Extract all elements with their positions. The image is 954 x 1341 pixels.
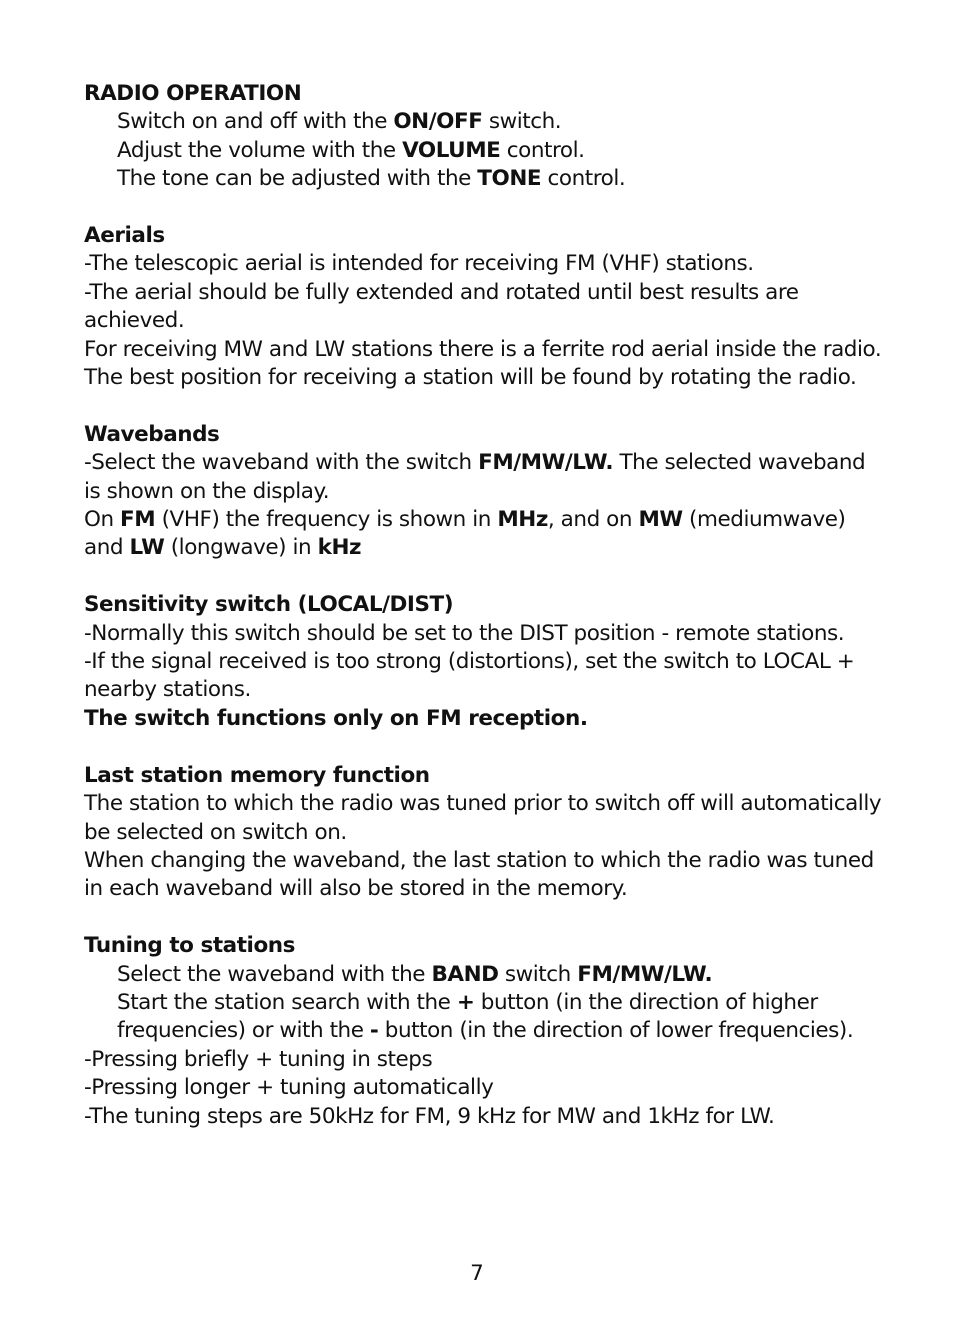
paragraph-line: in each waveband will also be stored in the memory. (84, 876, 628, 902)
bold-term: LW (129, 535, 165, 561)
bold-term: MHz (497, 507, 548, 533)
bold-term: ON/OFF (393, 109, 483, 135)
paragraph-line: -The tuning steps are 50kHz for FM, 9 kHz for MW and 1kHz for LW. (84, 1103, 775, 1129)
paragraph-line: -Select the waveband with the switch FM/MW/LW. The selected waveband (84, 450, 866, 476)
spacer (84, 194, 894, 222)
paragraph-line: -The telescopic aerial is intended for receiving FM (VHF) stations. (84, 251, 754, 277)
section-radio-operation (84, 80, 894, 194)
section-sensitivity-switch (84, 591, 894, 733)
paragraph-line: is shown on the display. (84, 478, 330, 504)
bold-note: The switch functions only on FM reception. (84, 705, 588, 731)
bold-term: BAND (431, 961, 499, 987)
paragraph-line: On FM (VHF) the frequency is shown in MHz, and on MW (mediumwave) (84, 507, 846, 533)
paragraph-line: For receiving MW and LW stations there is a ferrite rod aerial inside the radio. (84, 336, 882, 362)
paragraph-line: Select the waveband with the BAND switch FM/MW/LW. (117, 961, 713, 987)
paragraph-line: nearby stations. (84, 677, 251, 703)
bold-term: TONE (477, 166, 542, 192)
paragraph-line: and LW (longwave) in kHz (84, 535, 362, 561)
paragraph-line: The tone can be adjusted with the TONE control. (117, 166, 626, 192)
bold-term: FM/MW/LW. (478, 450, 614, 476)
paragraph-line: -The aerial should be fully extended and rotated until best results are (84, 279, 799, 305)
paragraph-line: achieved. (84, 308, 185, 334)
section-last-station-memory (84, 762, 894, 904)
document-page (84, 80, 894, 1131)
spacer (84, 392, 894, 420)
section-heading-sensitivity: Sensitivity switch (LOCAL/DIST) (84, 592, 454, 618)
bold-term: - (369, 1018, 379, 1044)
bold-term: FM/MW/LW. (577, 961, 713, 987)
paragraph-line: -If the signal received is too strong (distortions), set the switch to LOCAL + (84, 649, 855, 675)
section-aerials (84, 222, 894, 392)
bold-term: FM (120, 507, 156, 533)
section-heading-memory: Last station memory function (84, 762, 430, 788)
spacer (84, 904, 894, 932)
paragraph-line: The station to which the radio was tuned prior to switch off will automatically (84, 791, 882, 817)
section-wavebands (84, 421, 894, 563)
paragraph-line: Adjust the volume with the VOLUME control. (117, 137, 585, 163)
spacer (84, 563, 894, 591)
bold-term: VOLUME (402, 137, 501, 163)
page-number: 7 (470, 1261, 484, 1286)
section-tuning (84, 932, 894, 1131)
paragraph-line: -Pressing briefly + tuning in steps (84, 1046, 433, 1072)
bold-term: MW (638, 507, 683, 533)
bold-term: kHz (317, 535, 362, 561)
section-heading-tuning: Tuning to stations (84, 933, 296, 959)
paragraph-line: When changing the waveband, the last station to which the radio was tuned (84, 847, 874, 873)
bold-term: + (456, 989, 475, 1015)
paragraph-line: frequencies) or with the - button (in the direction of lower frequencies). (117, 1018, 854, 1044)
paragraph-line: -Normally this switch should be set to the DIST position - remote stations. (84, 620, 845, 646)
paragraph-line: be selected on switch on. (84, 819, 347, 845)
paragraph-line: -Pressing longer + tuning automatically (84, 1075, 494, 1101)
section-heading-aerials: Aerials (84, 223, 165, 249)
spacer (84, 733, 894, 761)
paragraph-line: Start the station search with the + button (in the direction of higher (117, 989, 818, 1015)
paragraph-line: The best position for receiving a station will be found by rotating the radio. (84, 365, 857, 391)
section-heading-radio-operation: RADIO OPERATION (84, 81, 302, 106)
section-heading-wavebands: Wavebands (84, 421, 220, 447)
paragraph-line: Switch on and off with the ON/OFF switch. (117, 109, 562, 135)
